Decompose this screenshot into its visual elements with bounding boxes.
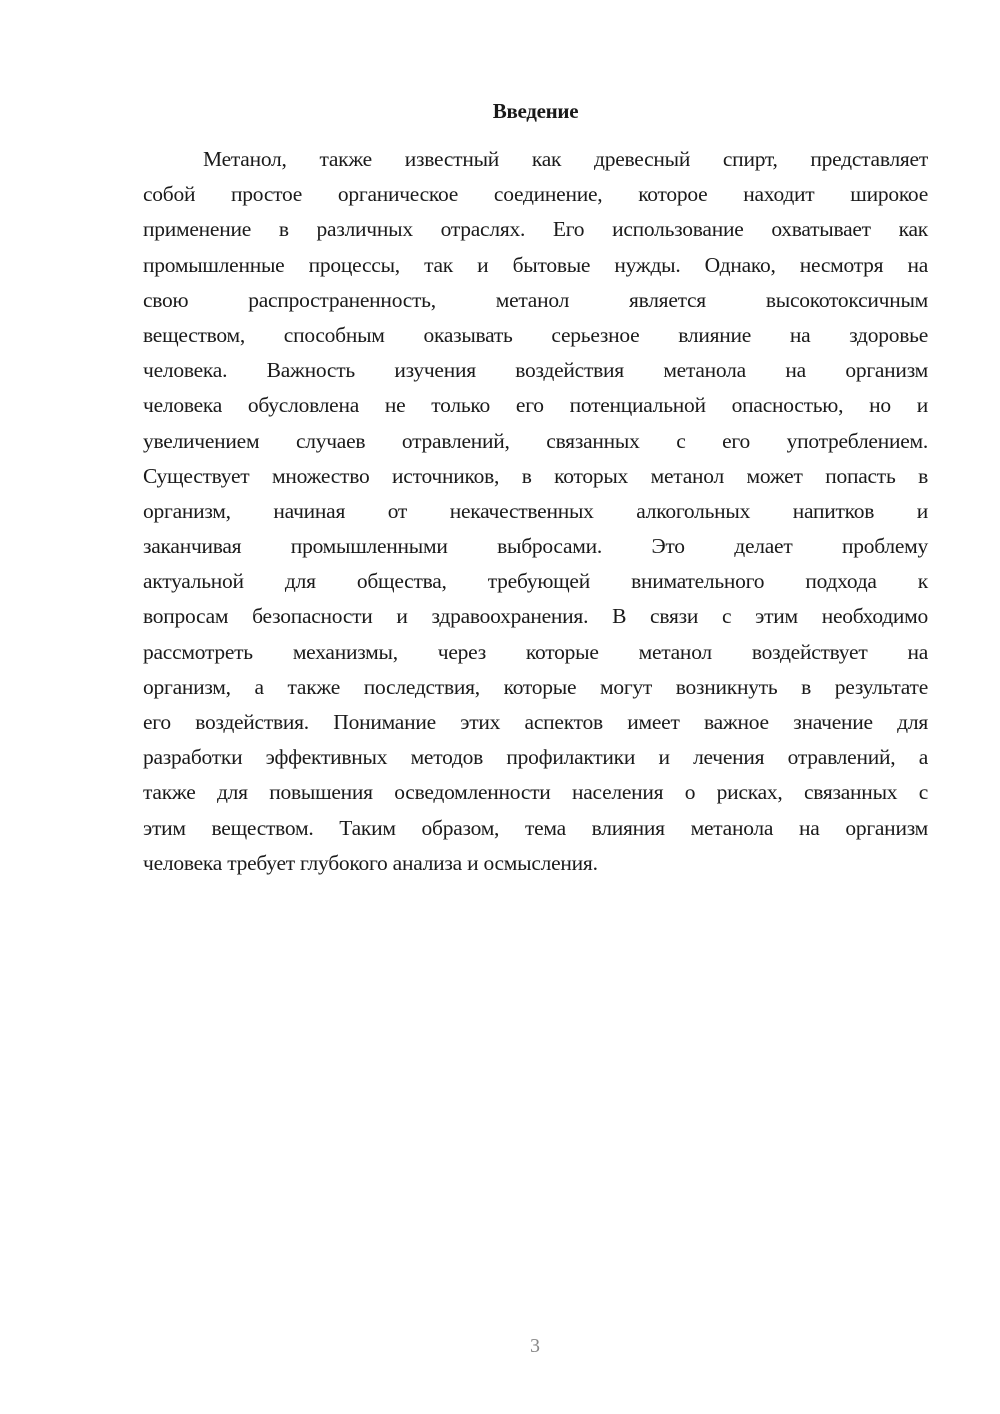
page-number: 3	[530, 1335, 540, 1357]
paragraph-line: человека обусловлена не только его потенциальной опасностью, но и	[143, 393, 928, 418]
paragraph-line: рассмотреть механизмы, через которые метанол воздействует на	[143, 639, 928, 664]
paragraph-line: также для повышения осведомленности населения о рисках, связанных с	[143, 780, 928, 805]
section-heading: Введение	[492, 99, 579, 123]
paragraph-line: свою распространенность, метанол является высокотоксичным	[143, 287, 928, 312]
paragraph-line: человека требует глубокого анализа и осмысления.	[143, 850, 598, 875]
paragraph-line: его воздействия. Понимание этих аспектов имеет важное значение для	[143, 710, 928, 734]
paragraph-line: организм, начиная от некачественных алкогольных напитков и	[143, 498, 928, 523]
paragraph-line: заканчивая промышленными выбросами. Это делает проблему	[143, 534, 928, 559]
paragraph-line: веществом, способным оказывать серьезное влияние на здоровье	[143, 322, 928, 347]
paragraph-line: вопросам безопасности и здравоохранения. В связи с этим необходимо	[143, 604, 928, 629]
paragraph-line: человека. Важность изучения воздействия метанола на организм	[143, 358, 928, 383]
paragraph-line: актуальной для общества, требующей внимательного подхода к	[143, 569, 928, 594]
paragraph-line: увеличением случаев отравлений, связанных с его употреблением.	[143, 428, 928, 453]
paragraph-line: организм, а также последствия, которые могут возникнуть в результате	[143, 674, 928, 699]
paragraph-line: применение в различных отраслях. Его использование охватывает как	[143, 217, 928, 242]
paragraph-line: Существует множество источников, в которых метанол может попасть в	[143, 463, 928, 488]
paragraph-line: разработки эффективных методов профилактики и лечения отравлений, а	[143, 745, 928, 770]
paragraph-line: собой простое органическое соединение, которое находит широкое	[143, 182, 928, 207]
paragraph-line: промышленные процессы, так и бытовые нужды. Однако, несмотря на	[143, 252, 928, 277]
paragraph-line: Метанол, также известный как древесный спирт, представляет	[203, 147, 928, 171]
intro-paragraph	[143, 142, 928, 881]
paragraph-line: этим веществом. Таким образом, тема влияния метанола на организм	[143, 815, 928, 840]
